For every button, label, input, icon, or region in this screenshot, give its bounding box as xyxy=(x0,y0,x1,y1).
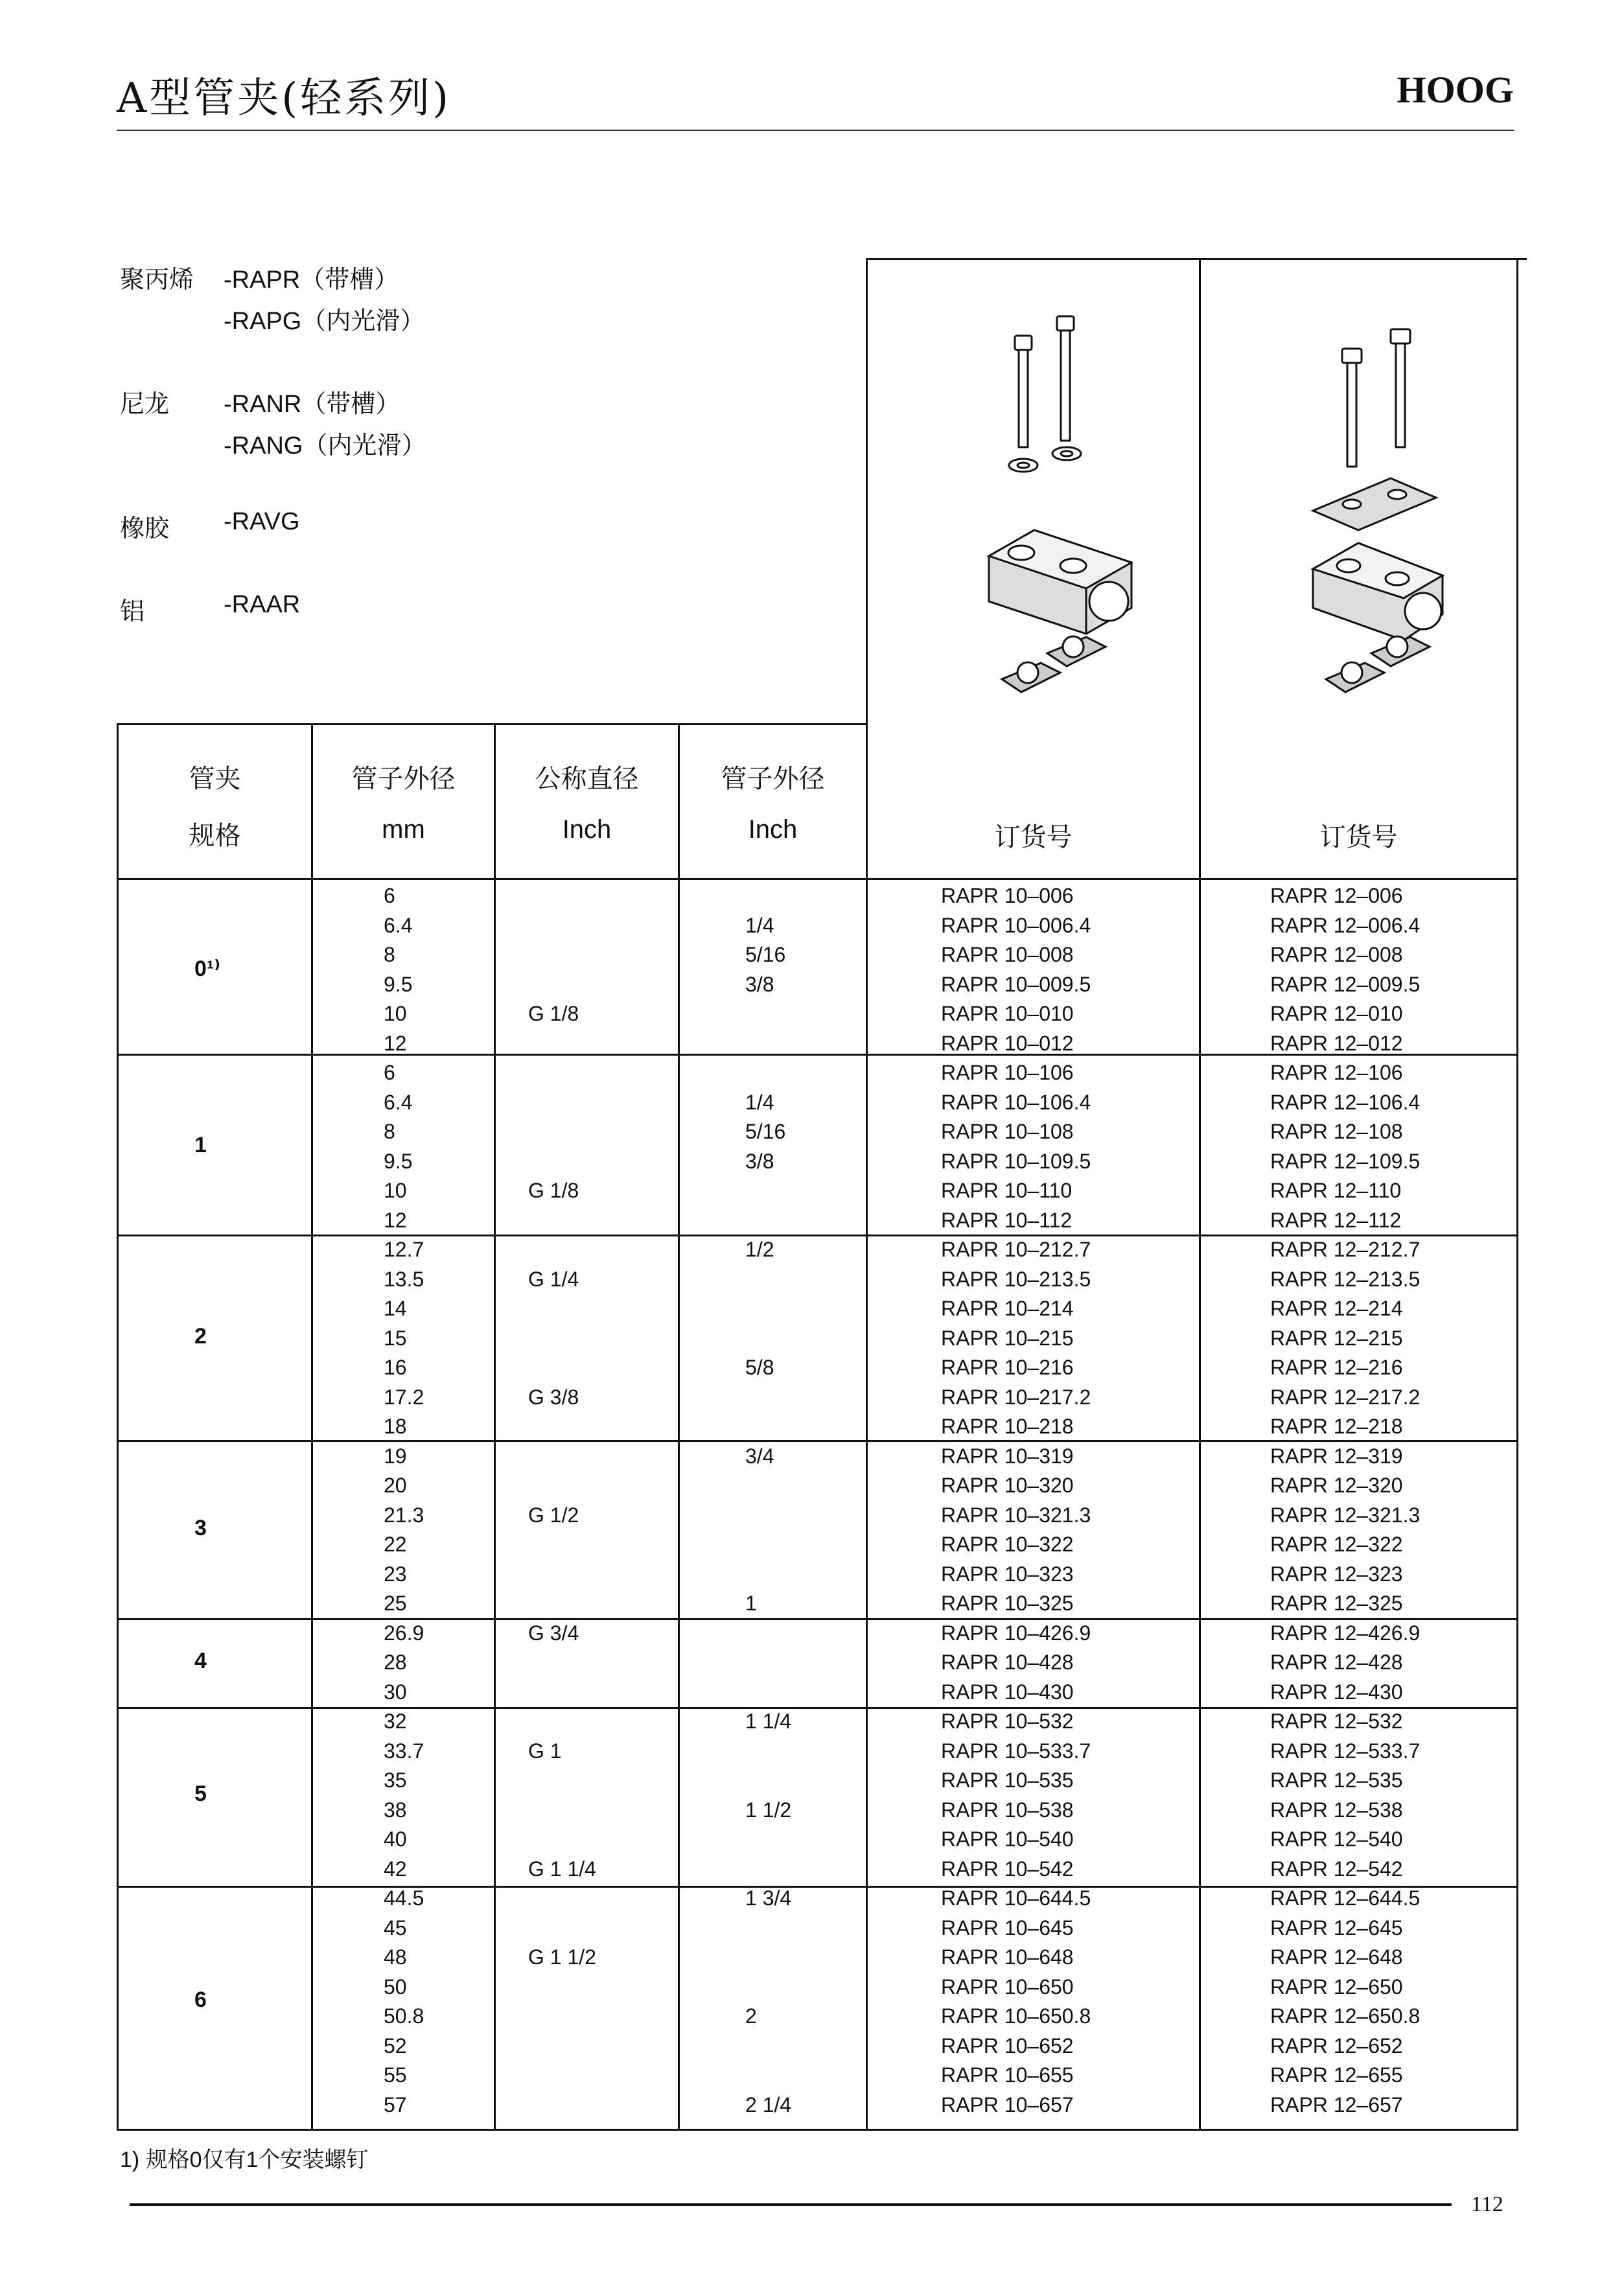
cell-order-10: RAPR 10–322 xyxy=(941,1533,1074,1556)
cell-order-12: RAPR 12–010 xyxy=(1270,1002,1403,1025)
header-size: 规格 xyxy=(189,822,241,850)
cell-order-12: RAPR 12–109.5 xyxy=(1270,1149,1421,1173)
cell-order-12: RAPR 12–012 xyxy=(1270,1031,1403,1055)
cell-od-inch: 1 1/4 xyxy=(745,1710,792,1733)
clamp-size: 6 xyxy=(194,1988,207,2012)
material-code: -RAVG xyxy=(224,508,300,535)
cell-od-mm: 14 xyxy=(384,1297,407,1320)
cell-od-mm: 50.8 xyxy=(384,2004,424,2028)
cell-order-12: RAPR 12–112 xyxy=(1270,1208,1402,1232)
table-bottom-rule xyxy=(117,2129,1518,2131)
header-size: 管夹 xyxy=(189,765,241,793)
cell-order-12: RAPR 12–319 xyxy=(1270,1444,1403,1468)
cell-order-10: RAPR 10–652 xyxy=(941,2034,1074,2058)
material-name: 聚丙烯 xyxy=(120,266,194,294)
material-code: -RANR（带槽） xyxy=(224,391,400,418)
cell-od-mm: 20 xyxy=(384,1474,407,1497)
cell-order-10: RAPR 10–648 xyxy=(941,1945,1074,1969)
cell-od-mm: 12 xyxy=(384,1031,407,1055)
cell-order-12: RAPR 12–323 xyxy=(1270,1562,1403,1586)
table-border xyxy=(494,723,496,2131)
clamp-with-screws-illustration xyxy=(989,316,1131,692)
page-number: 112 xyxy=(1471,2192,1503,2216)
cell-order-12: RAPR 12–650.8 xyxy=(1270,2004,1421,2028)
cell-od-mm: 8 xyxy=(384,1120,395,1143)
cell-od-mm: 33.7 xyxy=(384,1739,424,1763)
cell-nominal: G 3/4 xyxy=(528,1621,579,1645)
cell-order-12: RAPR 12–533.7 xyxy=(1270,1739,1421,1763)
cell-order-10: RAPR 10–112 xyxy=(941,1208,1073,1232)
header-od-inch: 管子外径 xyxy=(721,765,825,793)
cell-od-mm: 44.5 xyxy=(384,1886,424,1910)
cell-order-12: RAPR 12–110 xyxy=(1270,1179,1402,1202)
cell-order-10: RAPR 10–657 xyxy=(941,2093,1074,2116)
cell-od-mm: 16 xyxy=(384,1356,407,1379)
clamp-size: 0¹⁾ xyxy=(194,956,221,981)
cell-order-12: RAPR 12–216 xyxy=(1270,1356,1403,1379)
cell-order-12: RAPR 12–428 xyxy=(1270,1651,1403,1674)
cell-order-10: RAPR 10–110 xyxy=(941,1179,1073,1202)
cell-nominal: G 1 1/2 xyxy=(528,1945,596,1969)
cell-order-10: RAPR 10–213.5 xyxy=(941,1267,1091,1291)
cell-order-12: RAPR 12–325 xyxy=(1270,1592,1403,1615)
cell-order-10: RAPR 10–542 xyxy=(941,1857,1074,1881)
cell-order-10: RAPR 10–218 xyxy=(941,1415,1074,1438)
cell-order-10: RAPR 10–325 xyxy=(941,1592,1074,1615)
table-header-rule xyxy=(117,878,1518,880)
brand-logo: HOOG xyxy=(1397,69,1514,111)
cell-order-12: RAPR 12–218 xyxy=(1270,1415,1403,1438)
cell-od-inch: 5/8 xyxy=(745,1356,774,1379)
material-code: -RAPG（内光滑） xyxy=(224,308,425,335)
header-order-no: 订货号 xyxy=(1319,823,1398,852)
cell-od-mm: 10 xyxy=(384,1179,407,1202)
cell-od-mm: 22 xyxy=(384,1533,407,1556)
cell-order-12: RAPR 12–650 xyxy=(1270,1975,1403,1999)
material-name: 橡胶 xyxy=(120,515,170,542)
cell-od-mm: 6.4 xyxy=(384,1090,413,1114)
table-border xyxy=(1199,258,1201,2131)
cell-order-12: RAPR 12–321.3 xyxy=(1270,1503,1421,1527)
header-nominal: 公称直径 xyxy=(535,765,639,793)
cell-order-10: RAPR 10–533.7 xyxy=(941,1739,1091,1763)
cell-order-12: RAPR 12–217.2 xyxy=(1270,1385,1421,1409)
cell-order-10: RAPR 10–430 xyxy=(941,1680,1074,1704)
cell-od-inch: 1/2 xyxy=(745,1238,774,1261)
cell-od-mm: 40 xyxy=(384,1827,407,1851)
cell-order-12: RAPR 12–648 xyxy=(1270,1945,1403,1969)
cell-order-10: RAPR 10–323 xyxy=(941,1562,1074,1586)
material-code: -RAPR（带槽） xyxy=(224,266,399,294)
cell-od-mm: 55 xyxy=(384,2063,407,2087)
cell-od-mm: 21.3 xyxy=(384,1503,424,1527)
header-order-no: 订货号 xyxy=(994,823,1073,852)
clamp-size: 5 xyxy=(194,1781,207,1806)
cell-order-12: RAPR 12–540 xyxy=(1270,1827,1403,1851)
cell-od-inch: 2 1/4 xyxy=(745,2093,792,2116)
cell-order-12: RAPR 12–106.4 xyxy=(1270,1090,1421,1114)
cell-od-inch: 1/4 xyxy=(745,913,774,937)
cell-od-mm: 6 xyxy=(384,1061,395,1084)
cell-order-10: RAPR 10–532 xyxy=(941,1710,1074,1733)
cell-od-mm: 26.9 xyxy=(384,1621,424,1645)
cell-nominal: G 1/2 xyxy=(528,1503,579,1527)
cell-od-mm: 6 xyxy=(384,884,395,907)
cell-order-10: RAPR 10–645 xyxy=(941,1916,1074,1940)
material-name: 尼龙 xyxy=(120,391,170,418)
cell-order-10: RAPR 10–106 xyxy=(941,1061,1074,1084)
cell-od-mm: 52 xyxy=(384,2034,407,2058)
cell-order-10: RAPR 10–535 xyxy=(941,1768,1074,1792)
header-od-inch: Inch xyxy=(748,815,798,844)
table-border xyxy=(117,723,866,725)
cell-od-mm: 32 xyxy=(384,1710,407,1733)
header-rule xyxy=(117,130,1514,131)
cell-order-12: RAPR 12–644.5 xyxy=(1270,1886,1421,1910)
cell-order-10: RAPR 10–426.9 xyxy=(941,1621,1091,1645)
cell-order-10: RAPR 10–212.7 xyxy=(941,1238,1091,1261)
cell-order-12: RAPR 12–214 xyxy=(1270,1297,1403,1320)
cell-nominal: G 1 1/4 xyxy=(528,1857,596,1881)
footer-rule xyxy=(130,2203,1452,2206)
cell-order-10: RAPR 10–321.3 xyxy=(941,1503,1091,1527)
cell-order-10: RAPR 10–540 xyxy=(941,1827,1074,1851)
cell-od-mm: 10 xyxy=(384,1002,407,1025)
footnote: 1) 规格0仅有1个安装螺钉 xyxy=(120,2148,369,2172)
cell-order-12: RAPR 12–538 xyxy=(1270,1798,1403,1822)
clamp-illustrations xyxy=(866,258,1527,880)
cell-order-12: RAPR 12–213.5 xyxy=(1270,1267,1421,1291)
table-border xyxy=(311,723,313,2131)
cell-order-12: RAPR 12–535 xyxy=(1270,1768,1403,1792)
cell-nominal: G 1/8 xyxy=(528,1002,579,1025)
cell-od-inch: 3/8 xyxy=(745,1149,774,1173)
cell-od-mm: 9.5 xyxy=(384,1149,413,1173)
cell-order-12: RAPR 12–657 xyxy=(1270,2093,1403,2116)
cell-od-mm: 38 xyxy=(384,1798,407,1822)
cell-nominal: G 1/8 xyxy=(528,1179,579,1202)
cell-od-mm: 12 xyxy=(384,1208,407,1232)
cell-order-12: RAPR 12–542 xyxy=(1270,1857,1403,1881)
cell-od-inch: 2 xyxy=(745,2004,757,2028)
cell-od-inch: 3/4 xyxy=(745,1444,774,1468)
cell-order-12: RAPR 12–320 xyxy=(1270,1474,1403,1497)
table-border xyxy=(117,723,119,2131)
cell-od-mm: 23 xyxy=(384,1562,407,1586)
cell-order-10: RAPR 10–214 xyxy=(941,1297,1074,1320)
material-code: -RAAR xyxy=(224,591,301,618)
cell-od-mm: 42 xyxy=(384,1857,407,1881)
cell-od-mm: 57 xyxy=(384,2093,407,2116)
cell-order-12: RAPR 12–006 xyxy=(1270,884,1403,907)
cell-order-10: RAPR 10–108 xyxy=(941,1120,1074,1143)
cell-order-12: RAPR 12–322 xyxy=(1270,1533,1403,1556)
cell-order-12: RAPR 12–008 xyxy=(1270,943,1403,966)
cell-order-12: RAPR 12–212.7 xyxy=(1270,1238,1421,1261)
cell-order-10: RAPR 10–217.2 xyxy=(941,1385,1091,1409)
page-title: A型管夹(轻系列) xyxy=(117,75,452,122)
cell-order-12: RAPR 12–006.4 xyxy=(1270,913,1421,937)
cell-od-mm: 35 xyxy=(384,1768,407,1792)
cell-od-inch: 5/16 xyxy=(745,1120,786,1143)
cell-order-10: RAPR 10–006 xyxy=(941,884,1074,907)
cell-order-10: RAPR 10–012 xyxy=(941,1031,1074,1055)
cell-order-10: RAPR 10–109.5 xyxy=(941,1149,1091,1173)
cell-od-mm: 50 xyxy=(384,1975,407,1999)
cell-order-10: RAPR 10–650.8 xyxy=(941,2004,1091,2028)
cell-order-12: RAPR 12–106 xyxy=(1270,1061,1403,1084)
cell-order-12: RAPR 12–645 xyxy=(1270,1916,1403,1940)
cell-order-10: RAPR 10–655 xyxy=(941,2063,1074,2087)
cell-nominal: G 1/4 xyxy=(528,1267,579,1291)
header-nominal: Inch xyxy=(562,815,612,844)
cell-od-inch: 1 1/2 xyxy=(745,1798,792,1822)
cell-order-12: RAPR 12–215 xyxy=(1270,1326,1403,1350)
cell-od-mm: 12.7 xyxy=(384,1238,424,1261)
clamp-size: 1 xyxy=(194,1132,207,1157)
cell-order-10: RAPR 10–008 xyxy=(941,943,1074,966)
material-name: 铝 xyxy=(120,598,145,625)
cell-od-mm: 8 xyxy=(384,943,395,966)
clamp-size: 2 xyxy=(194,1324,207,1349)
cell-od-inch: 1/4 xyxy=(745,1090,774,1114)
table-border xyxy=(678,723,680,2131)
cell-order-10: RAPR 10–650 xyxy=(941,1975,1074,1999)
cell-nominal: G 1 xyxy=(528,1739,562,1763)
cell-od-mm: 19 xyxy=(384,1444,407,1468)
cell-od-mm: 28 xyxy=(384,1651,407,1674)
cell-order-10: RAPR 10–215 xyxy=(941,1326,1074,1350)
cell-od-inch: 3/8 xyxy=(745,972,774,996)
cell-order-12: RAPR 12–426.9 xyxy=(1270,1621,1421,1645)
cell-order-10: RAPR 10–319 xyxy=(941,1444,1074,1468)
clamp-size: 3 xyxy=(194,1516,207,1540)
cell-od-inch: 5/16 xyxy=(745,943,786,966)
cell-order-10: RAPR 10–009.5 xyxy=(941,972,1091,996)
cell-nominal: G 3/8 xyxy=(528,1385,579,1409)
cell-order-10: RAPR 10–106.4 xyxy=(941,1090,1091,1114)
cell-order-12: RAPR 12–430 xyxy=(1270,1680,1403,1704)
cell-order-10: RAPR 10–428 xyxy=(941,1651,1074,1674)
cell-order-10: RAPR 10–538 xyxy=(941,1798,1074,1822)
clamp-size: 4 xyxy=(194,1648,207,1673)
header-od-mm: mm xyxy=(382,815,425,844)
cell-od-mm: 30 xyxy=(384,1680,407,1704)
cell-od-mm: 48 xyxy=(384,1945,407,1969)
cell-order-12: RAPR 12–655 xyxy=(1270,2063,1403,2087)
cell-od-mm: 13.5 xyxy=(384,1267,424,1291)
cell-od-mm: 25 xyxy=(384,1592,407,1615)
cell-od-mm: 18 xyxy=(384,1415,407,1438)
cell-order-12: RAPR 12–009.5 xyxy=(1270,972,1421,996)
cell-order-12: RAPR 12–108 xyxy=(1270,1120,1403,1143)
clamp-with-plate-illustration xyxy=(1313,329,1443,692)
table-border xyxy=(866,258,1527,260)
cell-od-mm: 15 xyxy=(384,1326,407,1350)
table-border xyxy=(1516,258,1518,2131)
material-code: -RANG（内光滑） xyxy=(224,432,426,459)
header-od-mm: 管子外径 xyxy=(351,765,456,793)
cell-order-12: RAPR 12–652 xyxy=(1270,2034,1403,2058)
cell-od-inch: 1 xyxy=(745,1592,757,1615)
cell-order-12: RAPR 12–532 xyxy=(1270,1710,1403,1733)
cell-od-mm: 9.5 xyxy=(384,972,413,996)
cell-od-mm: 6.4 xyxy=(384,913,413,937)
cell-od-inch: 1 3/4 xyxy=(745,1886,792,1910)
cell-order-10: RAPR 10–010 xyxy=(941,1002,1074,1025)
cell-order-10: RAPR 10–006.4 xyxy=(941,913,1091,937)
table-border xyxy=(866,258,868,2131)
cell-od-mm: 45 xyxy=(384,1916,407,1940)
cell-order-10: RAPR 10–320 xyxy=(941,1474,1074,1497)
cell-order-10: RAPR 10–216 xyxy=(941,1356,1074,1379)
cell-od-mm: 17.2 xyxy=(384,1385,424,1409)
cell-order-10: RAPR 10–644.5 xyxy=(941,1886,1091,1910)
